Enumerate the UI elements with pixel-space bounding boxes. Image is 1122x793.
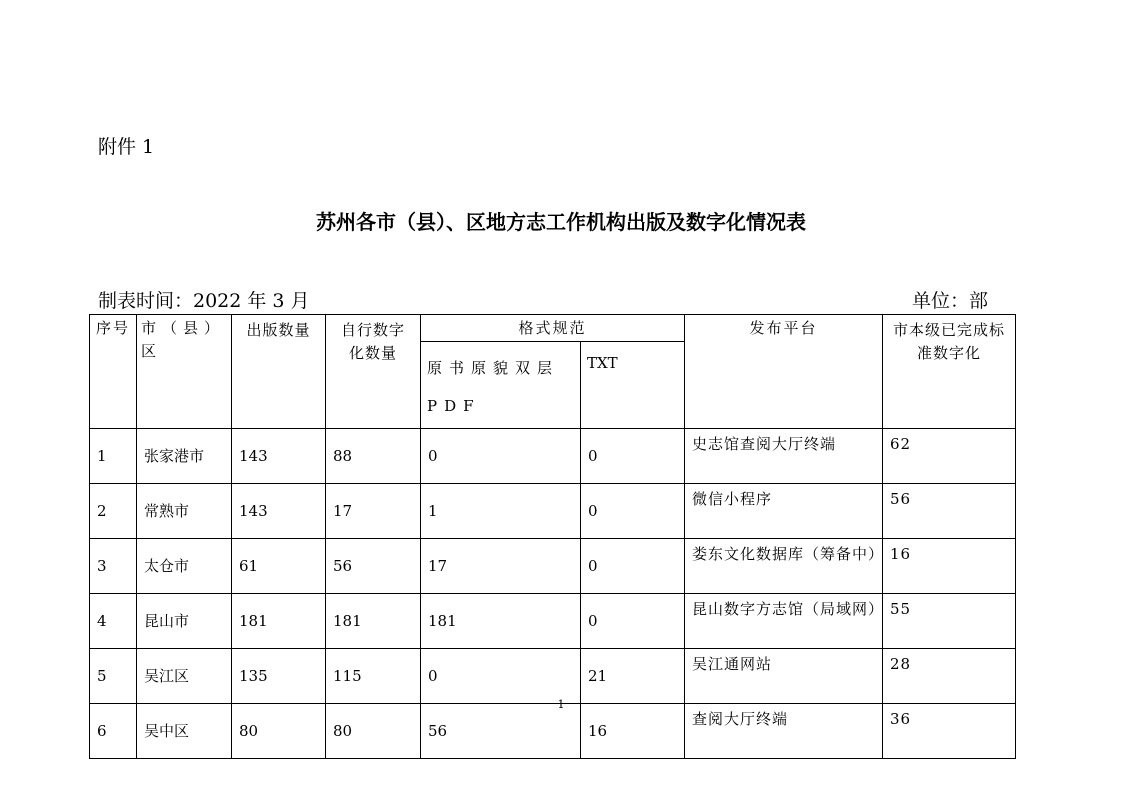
row-pdf: 0 xyxy=(421,649,581,704)
row-index: 3 xyxy=(90,539,137,594)
header-index: 序号 xyxy=(90,315,137,429)
row-published: 80 xyxy=(232,704,326,759)
row-self-digitized: 80 xyxy=(326,704,421,759)
page-number: 1 xyxy=(557,698,565,711)
row-self-digitized: 88 xyxy=(326,429,421,484)
table-date: 制表时间：2022 年 3 月 xyxy=(98,290,310,312)
row-published: 135 xyxy=(232,649,326,704)
row-index: 2 xyxy=(90,484,137,539)
row-city-level: 36 xyxy=(883,704,1016,759)
row-txt: 0 xyxy=(581,539,685,594)
header-format: 格式规范 xyxy=(421,315,685,342)
row-pdf: 56 xyxy=(421,704,581,759)
header-format-txt: TXT xyxy=(581,342,685,429)
table-row xyxy=(90,594,1016,649)
document-title: 苏州各市（县）、区地方志工作机构出版及数字化情况表 xyxy=(316,210,806,234)
header-self-digitized: 自行数字化数量 xyxy=(326,315,421,429)
statistics-table xyxy=(89,314,1016,759)
row-city: 吴中区 xyxy=(137,704,232,759)
row-city-level: 62 xyxy=(883,429,1016,484)
table-row xyxy=(90,539,1016,594)
row-platform: 查阅大厅终端 xyxy=(685,704,883,759)
row-platform: 昆山数字方志馆（局域网） xyxy=(685,594,883,649)
header-city-level: 市本级已完成标准数字化 xyxy=(883,315,1016,429)
row-pdf: 17 xyxy=(421,539,581,594)
row-txt: 21 xyxy=(581,649,685,704)
header-row xyxy=(90,315,1016,342)
attachment-label: 附件 1 xyxy=(98,136,155,158)
row-pdf: 181 xyxy=(421,594,581,649)
row-txt: 0 xyxy=(581,594,685,649)
row-city-level: 56 xyxy=(883,484,1016,539)
row-pdf: 0 xyxy=(421,429,581,484)
row-self-digitized: 17 xyxy=(326,484,421,539)
row-published: 143 xyxy=(232,484,326,539)
row-city-level: 55 xyxy=(883,594,1016,649)
row-index: 6 xyxy=(90,704,137,759)
header-platform: 发布平台 xyxy=(685,315,883,429)
table-row xyxy=(90,649,1016,704)
row-city: 常熟市 xyxy=(137,484,232,539)
row-city: 张家港市 xyxy=(137,429,232,484)
row-city: 昆山市 xyxy=(137,594,232,649)
row-platform: 史志馆查阅大厅终端 xyxy=(685,429,883,484)
row-index: 5 xyxy=(90,649,137,704)
row-index: 4 xyxy=(90,594,137,649)
unit-label: 单位：部 xyxy=(912,290,989,312)
row-self-digitized: 56 xyxy=(326,539,421,594)
table-row xyxy=(90,704,1016,759)
row-platform: 微信小程序 xyxy=(685,484,883,539)
row-pdf: 1 xyxy=(421,484,581,539)
row-txt: 16 xyxy=(581,704,685,759)
row-index: 1 xyxy=(90,429,137,484)
row-published: 143 xyxy=(232,429,326,484)
table-row xyxy=(90,484,1016,539)
row-city: 太仓市 xyxy=(137,539,232,594)
header-published: 出版数量 xyxy=(232,315,326,429)
header-city: 市（县）区 xyxy=(137,315,232,429)
row-published: 181 xyxy=(232,594,326,649)
table-row xyxy=(90,429,1016,484)
header-format-pdf: 原书原貌双层PDF xyxy=(421,342,581,429)
row-txt: 0 xyxy=(581,484,685,539)
row-city-level: 28 xyxy=(883,649,1016,704)
row-self-digitized: 181 xyxy=(326,594,421,649)
row-platform: 娄东文化数据库（筹备中） xyxy=(685,539,883,594)
row-self-digitized: 115 xyxy=(326,649,421,704)
row-published: 61 xyxy=(232,539,326,594)
row-txt: 0 xyxy=(581,429,685,484)
row-city: 吴江区 xyxy=(137,649,232,704)
row-city-level: 16 xyxy=(883,539,1016,594)
row-platform: 吴江通网站 xyxy=(685,649,883,704)
